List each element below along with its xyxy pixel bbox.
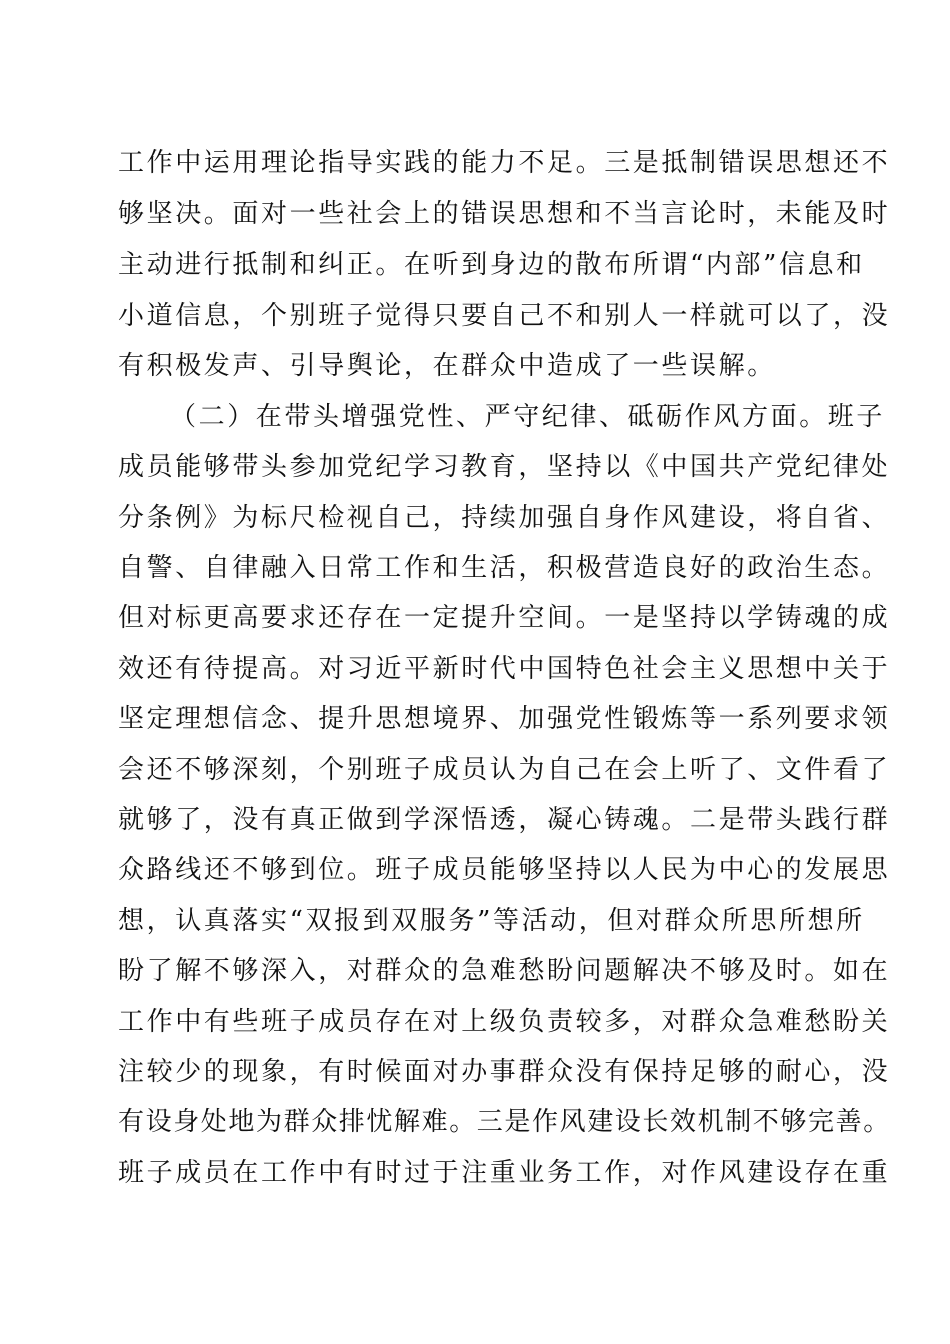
text-line: 主动进行抵制和纠正。在听到身边的散布所谓“内部”信息和 [118,250,865,280]
section-heading-line: （二）在带头增强党性、严守纪律、砥砺作风方面。班子 [170,402,886,432]
text-line: 工作中运用理论指导实践的能力不足。三是抵制错误思想还不 [118,148,891,178]
text-line: 注较少的现象，有时候面对办事群众没有保持足够的耐心，没 [118,1057,891,1087]
text-line: 众路线还不够到位。班子成员能够坚持以人民为中心的发展思 [118,855,891,885]
text-line: 效还有待提高。对习近平新时代中国特色社会主义思想中关于 [118,654,891,684]
text-line: 分条例》为标尺检视自己，持续加强自身作风建设，将自省、 [118,503,891,533]
text-line: 盼了解不够深入，对群众的急难愁盼问题解决不够及时。如在 [118,956,891,986]
text-line: 自警、自律融入日常工作和生活，积极营造良好的政治生态。 [118,553,891,583]
text-line: 有设身处地为群众排忧解难。三是作风建设长效机制不够完善。 [118,1107,891,1137]
text-line: 小道信息，个别班子觉得只要自己不和别人一样就可以了，没 [118,301,891,331]
text-line: 够坚决。面对一些社会上的错误思想和不当言论时，未能及时 [118,199,891,229]
text-line: 就够了，没有真正做到学深悟透，凝心铸魂。二是带头践行群 [118,805,891,835]
text-line: 坚定理想信念、提升思想境界、加强党性锻炼等一系列要求领 [118,704,891,734]
text-line: 工作中有些班子成员存在对上级负责较多，对群众急难愁盼关 [118,1007,891,1037]
text-line: 班子成员在工作中有时过于注重业务工作，对作风建设存在重 [118,1158,891,1188]
text-line: 有积极发声、引导舆论，在群众中造成了一些误解。 [118,351,776,381]
text-line: 会还不够深刻，个别班子成员认为自己在会上听了、文件看了 [118,755,891,785]
text-line: 成员能够带头参加党纪学习教育，坚持以《中国共产党纪律处 [118,452,891,482]
text-line: 想，认真落实“双报到双服务”等活动，但对群众所思所想所 [118,906,865,936]
text-line: 但对标更高要求还存在一定提升空间。一是坚持以学铸魂的成 [118,603,891,633]
